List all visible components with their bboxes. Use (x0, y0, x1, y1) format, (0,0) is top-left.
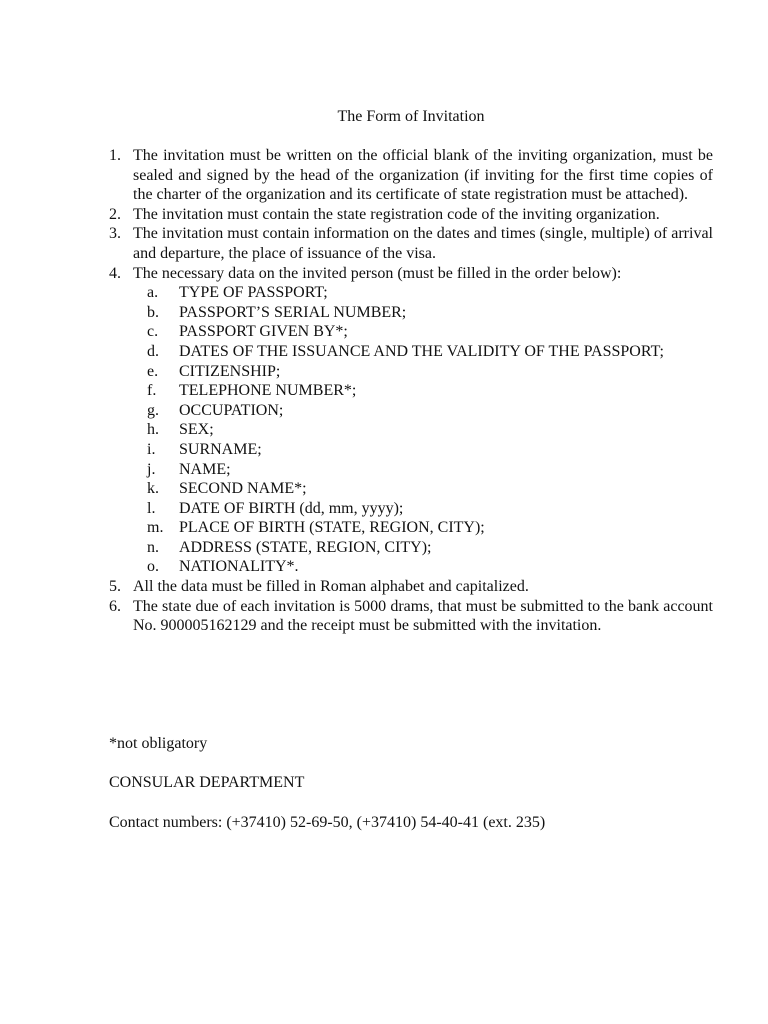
item-number: 5. (109, 578, 121, 596)
sublist-item-h (109, 420, 713, 440)
item-number: 4. (109, 264, 121, 282)
item-number: 1. (109, 147, 121, 164)
requirements-list (109, 146, 713, 636)
sublist-text: DATES OF THE ISSUANCE AND THE VALIDITY OF THE PASSPORT; (179, 342, 664, 360)
sublist-text: PASSPORT’S SERIAL NUMBER; (179, 303, 407, 321)
sublist-item-e (109, 362, 713, 382)
sublist-item-g (109, 401, 713, 421)
list-item-4 (109, 264, 713, 284)
sublist-letter: l. (147, 499, 156, 517)
sublist-letter: c. (147, 323, 159, 341)
item-text: The invitation must contain information on the dates and times (single, multiple) of arrival and departure, the place of issuance of the visa. (133, 225, 713, 262)
sublist-text: TYPE OF PASSPORT; (179, 284, 328, 302)
sublist-letter: m. (147, 519, 164, 537)
sublist-letter: b. (147, 303, 159, 321)
sublist-letter: g. (147, 401, 159, 419)
contact-numbers: Contact numbers: (+37410) 52-69-50, (+37410) 54-40-41 (ext. 235) (109, 814, 546, 831)
list-item-3 (109, 224, 713, 263)
item-number: 6. (109, 597, 121, 615)
sublist-letter: k. (147, 480, 159, 498)
sublist-text: PLACE OF BIRTH (STATE, REGION, CITY); (179, 519, 485, 537)
item-text: The invitation must be written on the official blank of the inviting organization, must be sealed and signed by the head of the organization (if inviting for the first time copies of the charter of the organization and its certificate of state registration must be attached). (133, 147, 713, 204)
sublist-letter: h. (147, 421, 159, 439)
sublist-letter: a. (147, 284, 159, 302)
sublist-letter: i. (147, 440, 156, 458)
sublist-item-j (109, 460, 713, 480)
sublist-item-l (109, 499, 713, 519)
sublist-letter: e. (147, 362, 159, 380)
sublist-item-i (109, 440, 713, 460)
item-number: 3. (109, 225, 121, 243)
sublist-letter: f. (147, 382, 157, 400)
sublist-text: NAME; (179, 460, 231, 478)
sublist-text: NATIONALITY*. (179, 558, 299, 576)
sublist-item-n (109, 538, 713, 558)
list-item-5 (109, 577, 713, 597)
sublist-text: SURNAME; (179, 440, 262, 458)
sublist-item-m (109, 518, 713, 538)
sublist-text: DATE OF BIRTH (dd, mm, yyyy); (179, 499, 404, 517)
sublist-item-f (109, 381, 713, 401)
footnote: *not obligatory (109, 735, 208, 752)
sublist-item-b (109, 303, 713, 323)
sublist-text: CITIZENSHIP; (179, 362, 281, 380)
sublist-text: SEX; (179, 421, 214, 439)
sublist-item-k (109, 479, 713, 499)
sublist-item-c (109, 322, 713, 342)
sublist-text: PASSPORT GIVEN BY*; (179, 323, 348, 341)
page-title: The Form of Invitation (337, 108, 485, 125)
sublist-letter: o. (147, 558, 159, 576)
sublist-text: TELEPHONE NUMBER*; (179, 382, 357, 400)
sublist (109, 283, 713, 577)
item-text: All the data must be filled in Roman alphabet and capitalized. (133, 578, 529, 596)
list-item-6 (109, 597, 713, 636)
sublist-item-a (109, 283, 713, 303)
item-text: The state due of each invitation is 5000 drams, that must be submitted to the bank account No. 900005162129 and the receipt must be submitted with the invitation. (133, 597, 713, 635)
item-text: The necessary data on the invited person (must be filled in the order below): (133, 264, 622, 282)
sublist-text: SECOND NAME*; (179, 480, 307, 498)
sublist-item-o (109, 557, 713, 577)
list-item-2 (109, 205, 713, 225)
sublist-letter: d. (147, 342, 159, 360)
item-text: The invitation must contain the state registration code of the inviting organization. (133, 205, 660, 223)
list-item-1 (109, 146, 713, 205)
sublist-letter: n. (147, 538, 159, 556)
sublist-text: OCCUPATION; (179, 401, 284, 419)
sublist-item-d (109, 342, 713, 362)
item-number: 2. (109, 205, 121, 223)
department-name: CONSULAR DEPARTMENT (109, 774, 305, 791)
sublist-text: ADDRESS (STATE, REGION, CITY); (179, 538, 432, 556)
sublist-letter: j. (147, 460, 156, 478)
